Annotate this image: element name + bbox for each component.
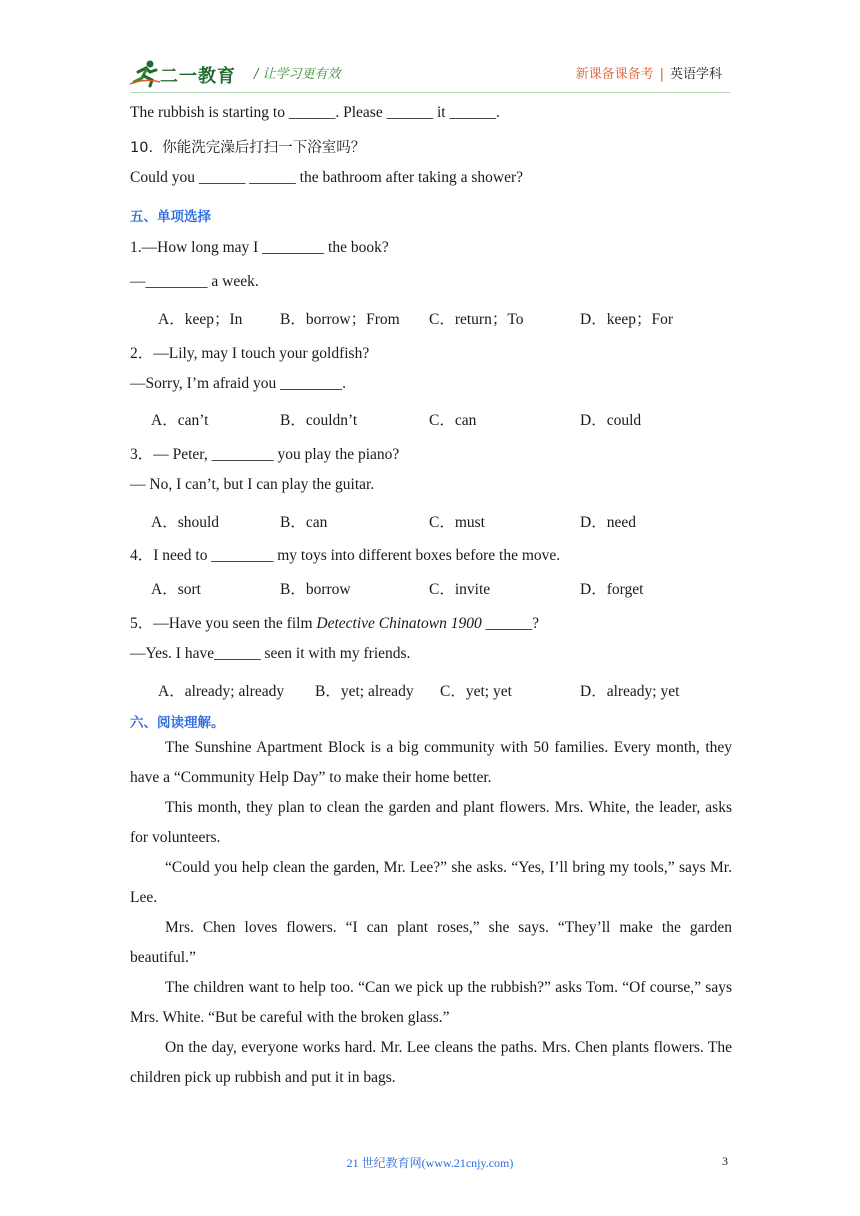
option-d: D．need [580,514,636,531]
option-a: A．should [151,514,220,531]
option-a: A．sort [151,581,201,598]
text-line: Could you ______ ______ the bathroom after taking a shower? [130,169,524,186]
header-separator: | [659,67,664,82]
option-c: C．must [429,514,485,531]
header-slogan: / 让学习更有效 [254,67,341,82]
option-c: C．yet; yet [440,683,512,700]
section-title-multiple-choice: 五、单项选择 [130,209,211,225]
option-a: A．keep；In [158,311,243,328]
footer-site: 21 世纪教育网(www.21cnjy.com) [346,1156,514,1170]
option-b: B．can [280,514,328,531]
logo-text: 二一教育 [160,66,236,87]
question-stem: 3．— Peter, ________ you play the piano? [130,446,400,463]
question-reply: —Sorry, I’m afraid you ________. [130,375,346,392]
question-reply: —Yes. I have______ seen it with my friends. [130,645,411,662]
option-b: B．borrow [280,581,351,598]
page-header [130,56,730,90]
film-title: Detective Chinatown 1900 [316,615,482,632]
option-d: D．forget [580,581,644,598]
question-stem-pre: 5．—Have you seen the film [130,615,317,632]
question-stem-post: ______? [481,615,539,632]
question-reply: —________ a week. [130,273,259,290]
question-stem [130,611,539,633]
page-number: 3 [722,1154,728,1168]
option-d: D．could [580,412,642,429]
header-tag-subject: 英语学科 [669,67,722,82]
reading-paragraph: Mrs. Chen loves flowers. “I can plant roses,” she says. “They’ll make the garden beautiful.” [130,919,732,966]
section-title-reading: 六、阅读理解。 [130,715,225,731]
reading-paragraph: This month, they plan to clean the garden and plant flowers. Mrs. White, the leader, asks for volunteers. [130,799,732,846]
reading-paragraph: The children want to help too. “Can we pick up the rubbish?” asks Tom. “Of course,” says Mrs. White. “But be careful with the broken glass.” [130,979,732,1026]
question-stem: 1.—How long may I ________ the book? [130,239,389,256]
option-d: D．keep；For [580,311,673,328]
question-stem: 4．I need to ________ my toys into different boxes before the move. [130,547,561,564]
option-b: B．borrow；From [280,311,400,328]
reading-paragraph: “Could you help clean the garden, Mr. Lee?” she asks. “Yes, I’ll bring my tools,” says Mr. Lee. [130,859,732,906]
text-line: The rubbish is starting to ______. Please ______ it ______. [130,104,500,121]
runner-logo-icon [130,58,160,88]
reading-paragraph: On the day, everyone works hard. Mr. Lee cleans the paths. Mrs. Chen plants flowers. The children pick up rubbish and put it in bags. [130,1039,732,1086]
reading-paragraph: The Sunshine Apartment Block is a big community with 50 families. Every month, they have a “Community Help Day” to make their home better. [130,739,732,786]
header-tag-prep: 新课备课备考 [575,67,654,82]
option-b: B．couldn’t [280,412,358,429]
header-tags [576,63,722,82]
option-c: C．invite [429,581,491,598]
option-a: A．can’t [151,412,209,429]
option-a: A．already; already [158,683,285,700]
option-c: C．return；To [429,311,524,328]
option-c: C．can [429,412,477,429]
option-b: B．yet; already [315,683,414,700]
header-divider [130,92,730,93]
text-line: 10. 你能洗完澡后打扫一下浴室吗？ [130,140,366,156]
question-reply: — No, I can’t, but I can play the guitar. [130,476,375,493]
option-d: D．already; yet [580,683,680,700]
question-stem: 2．—Lily, may I touch your goldfish? [130,345,370,362]
logo [130,58,242,88]
